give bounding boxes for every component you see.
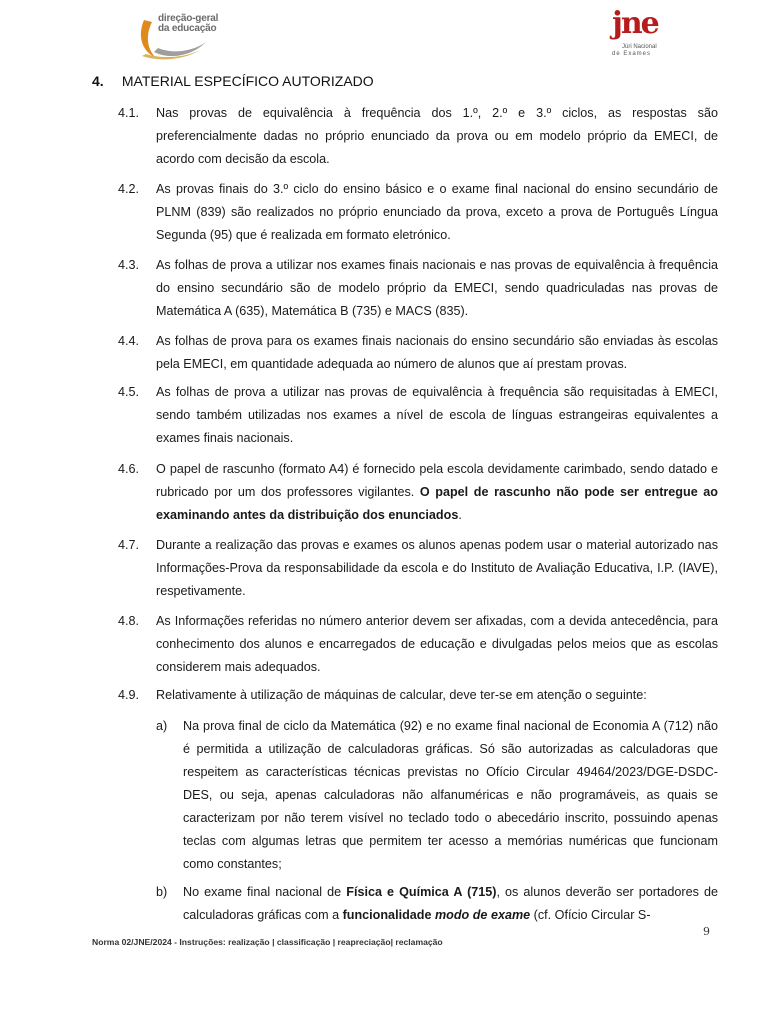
numbered-item bbox=[118, 381, 718, 450]
text-run: Relativamente à utilização de máquinas de calcular, deve ter-se em atenção o seguinte: bbox=[156, 688, 647, 702]
numbered-item bbox=[118, 178, 718, 247]
text-run: Na prova final de ciclo da Matemática (92) e no exame final nacional de Economia A (712) não é permitida a utilização de calculadoras gráficas. Só são autorizadas as calculadoras que respeitem as características técnicas previstas no Ofício Circular 49464/2023/DGE-DSDC-DES, ou seja, apenas calculadoras não alfanuméricas e não programáveis, as quais se caracterizam por não terem visível no teclado todo o abecedário inscrito, possuindo apenas teclas com algumas letras que permitem ter acesso a memórias numéricas que funcionam como constantes; bbox=[183, 719, 718, 871]
section-number: 4. bbox=[92, 73, 104, 89]
item-number: 4.8. bbox=[118, 614, 140, 628]
numbered-item bbox=[118, 610, 718, 679]
dge-logo bbox=[136, 12, 219, 62]
section-heading bbox=[92, 73, 374, 89]
subitem-text bbox=[183, 881, 718, 927]
item-text bbox=[156, 458, 718, 527]
jne-subtitle bbox=[612, 44, 657, 58]
jne-line1: Júri Nacional bbox=[622, 44, 657, 50]
text-run: O papel de rascunho não pode ser entregue ao examinando antes da distribuição dos enunciados bbox=[156, 485, 718, 522]
numbered-item bbox=[118, 534, 718, 603]
text-run: , os alunos deverão ser portadores de calculadoras gráficas com a bbox=[183, 885, 718, 922]
text-run: funcionalidade bbox=[342, 908, 435, 922]
jne-logo bbox=[606, 6, 666, 60]
item-text bbox=[156, 178, 718, 247]
item-number: 4.5. bbox=[118, 385, 140, 399]
dge-line2: da educação bbox=[158, 23, 217, 34]
subitem-text bbox=[183, 715, 718, 876]
dge-line1: direção-geral bbox=[158, 13, 219, 24]
subitem-letter: b) bbox=[156, 885, 168, 899]
text-run: Durante a realização das provas e exames os alunos apenas podem usar o material autorizado nas Informações-Prova da responsabilidade da escola e do Instituto de Avaliação Educativa, I.P. (IAVE), respetivamente. bbox=[156, 538, 718, 598]
item-number: 4.3. bbox=[118, 258, 140, 272]
item-text bbox=[156, 254, 718, 323]
lettered-subitem bbox=[156, 715, 718, 876]
text-run: Nas provas de equivalência à frequência dos 1.º, 2.º e 3.º ciclos, as respostas são preferencialmente dadas no próprio enunciado da prova ou em modelo próprio da EMECI, de acordo com decisão da escola. bbox=[156, 106, 718, 166]
jne-mark: jne bbox=[612, 6, 658, 41]
text-run: As folhas de prova para os exames finais nacionais do ensino secundário são enviadas às escolas pela EMECI, em quantidade adequada ao número de alunos que aí prestam provas. bbox=[156, 334, 718, 371]
numbered-item bbox=[118, 330, 718, 376]
item-number: 4.9. bbox=[118, 688, 140, 702]
lettered-subitem bbox=[156, 881, 718, 927]
subitem-letter: a) bbox=[156, 719, 168, 733]
text-run: (cf. Ofício Circular S- bbox=[530, 908, 651, 922]
numbered-item bbox=[118, 458, 718, 527]
item-text bbox=[156, 534, 718, 603]
item-number: 4.7. bbox=[118, 538, 140, 552]
jne-line2: de Exames bbox=[612, 51, 652, 57]
dge-logo-text bbox=[150, 13, 219, 34]
page-number: 9 bbox=[703, 925, 710, 938]
text-run: O papel de rascunho (formato A4) é fornecido pela escola devidamente carimbado, sendo datado e rubricado por um dos professores vigilantes. bbox=[156, 462, 718, 499]
text-run: Física e Química A (715) bbox=[346, 885, 497, 899]
numbered-item bbox=[118, 254, 718, 323]
item-number: 4.1. bbox=[118, 106, 140, 120]
item-text bbox=[156, 684, 718, 707]
item-number: 4.6. bbox=[118, 462, 140, 476]
text-run: . bbox=[458, 508, 462, 522]
item-number: 4.4. bbox=[118, 334, 140, 348]
item-text bbox=[156, 381, 718, 450]
document-footer: Norma 02/JNE/2024 - Instruções: realização | classificação | reapreciação| reclamação bbox=[92, 937, 443, 947]
text-run: As provas finais do 3.º ciclo do ensino básico e o exame final nacional do ensino secundário de PLNM (839) são realizados no próprio enunciado da prova, exceto a prova de Português Língua Segunda (95) que é realizada em formato eletrónico. bbox=[156, 182, 718, 242]
text-run: As folhas de prova a utilizar nos exames finais nacionais e nas provas de equivalência à frequência do ensino secundário são de modelo próprio da EMECI, sendo quadriculadas nas provas de Matemática A (635), Matemática B (735) e MACS (835). bbox=[156, 258, 718, 318]
item-text bbox=[156, 330, 718, 376]
item-text bbox=[156, 610, 718, 679]
text-run: modo de exame bbox=[434, 908, 531, 922]
numbered-item bbox=[118, 684, 718, 707]
text-run: As Informações referidas no número anterior devem ser afixadas, com a devida antecedência, para conhecimento dos alunos e encarregados de educação e divulgadas pelos meios que as escolas considerem mais adequados. bbox=[156, 614, 718, 674]
item-number: 4.2. bbox=[118, 182, 140, 196]
text-run: As folhas de prova a utilizar nas provas de equivalência à frequência são requisitadas à EMECI, sendo também utilizadas nos exames a nível de escola de línguas estrangeiras equivalentes a exames finais nacionais. bbox=[156, 385, 718, 445]
numbered-item bbox=[118, 102, 718, 171]
item-text bbox=[156, 102, 718, 171]
section-title: MATERIAL ESPECÍFICO AUTORIZADO bbox=[121, 73, 374, 89]
text-run: No exame final nacional de bbox=[183, 885, 347, 899]
